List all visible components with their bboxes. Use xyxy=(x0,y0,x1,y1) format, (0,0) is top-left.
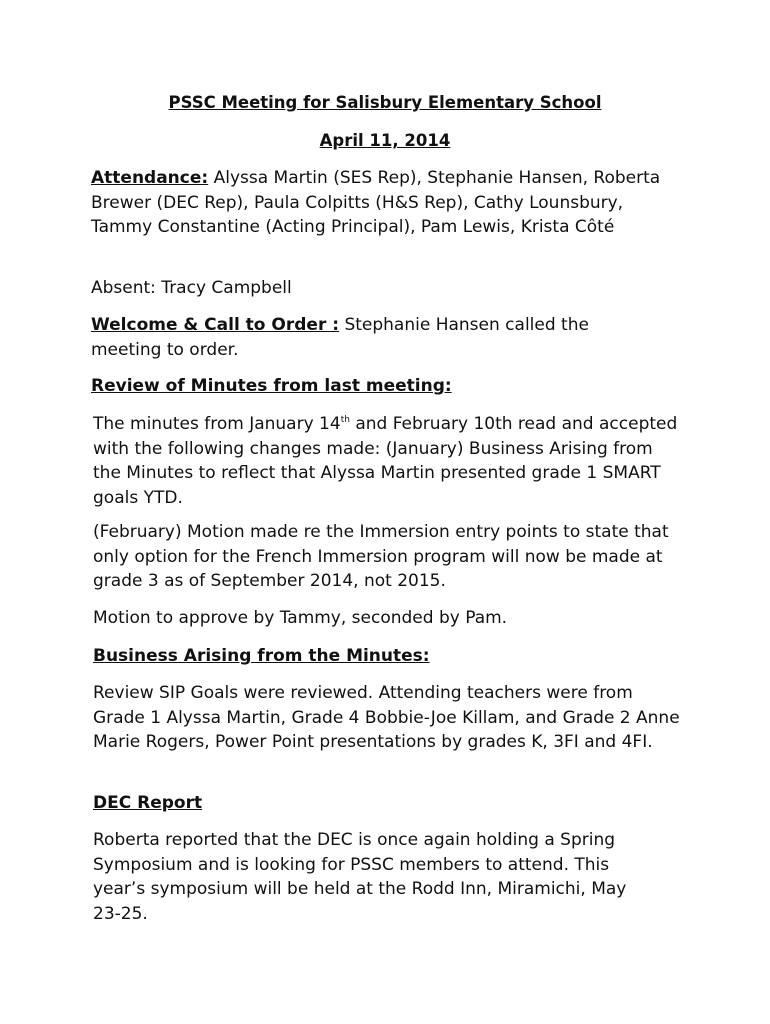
welcome-text: Stephanie Hansen called the meeting to order. xyxy=(91,315,589,360)
attendance-text: Alyssa Martin (SES Rep), Stephanie Hansen, Roberta Brewer (DEC Rep), Paula Colpitts (H&S Rep), Cathy Lounsbury, Tammy Constantine (Acting Principal), Pam Lewis, Krista Côté xyxy=(91,168,661,237)
review-paragraph-1 xyxy=(93,412,683,510)
dec-paragraph: Roberta reported that the DEC is once again holding a Spring Symposium and is looking for PSSC members to attend. This year’s symposium will be held at the Rodd Inn, Miramichi, May 23-25. xyxy=(93,830,627,924)
review-paragraph-2: (February) Motion made re the Immersion entry points to state that only option for the French Immersion program will now be made at grade 3 as of September 2014, not 2015. xyxy=(93,522,669,591)
dec-heading: DEC Report xyxy=(93,793,203,813)
document-title: PSSC Meeting for Salisbury Elementary School xyxy=(168,93,602,112)
attendance-paragraph xyxy=(91,166,671,240)
business-heading: Business Arising from the Minutes: xyxy=(93,646,430,666)
absent-text: Absent: Tracy Campbell xyxy=(91,278,292,298)
review-heading: Review of Minutes from last meeting: xyxy=(91,376,452,396)
business-paragraph: Review SIP Goals were reviewed. Attending teachers were from Grade 1 Alyssa Martin, Grade 4 Bobbie-Joe Killam, and Grade 2 Anne Marie Rogers, Power Point presentations by grades K, 3FI and 4FI. xyxy=(93,683,680,752)
review-p1-rest: and February 10th read and accepted with the following changes made: (January) Business Arising from the Minutes to reflect that Alyssa Martin presented grade 1 SMART goals YTD. xyxy=(93,414,678,508)
meeting-date: April 11, 2014 xyxy=(319,131,451,150)
ordinal-suffix: th xyxy=(340,415,350,425)
welcome-paragraph xyxy=(91,313,651,362)
review-p1-start: The minutes from January 14 xyxy=(93,414,341,434)
attendance-heading: Attendance: xyxy=(91,168,209,188)
review-paragraph-3: Motion to approve by Tammy, seconded by Pam. xyxy=(93,608,508,628)
welcome-heading: Welcome & Call to Order : xyxy=(91,315,340,335)
